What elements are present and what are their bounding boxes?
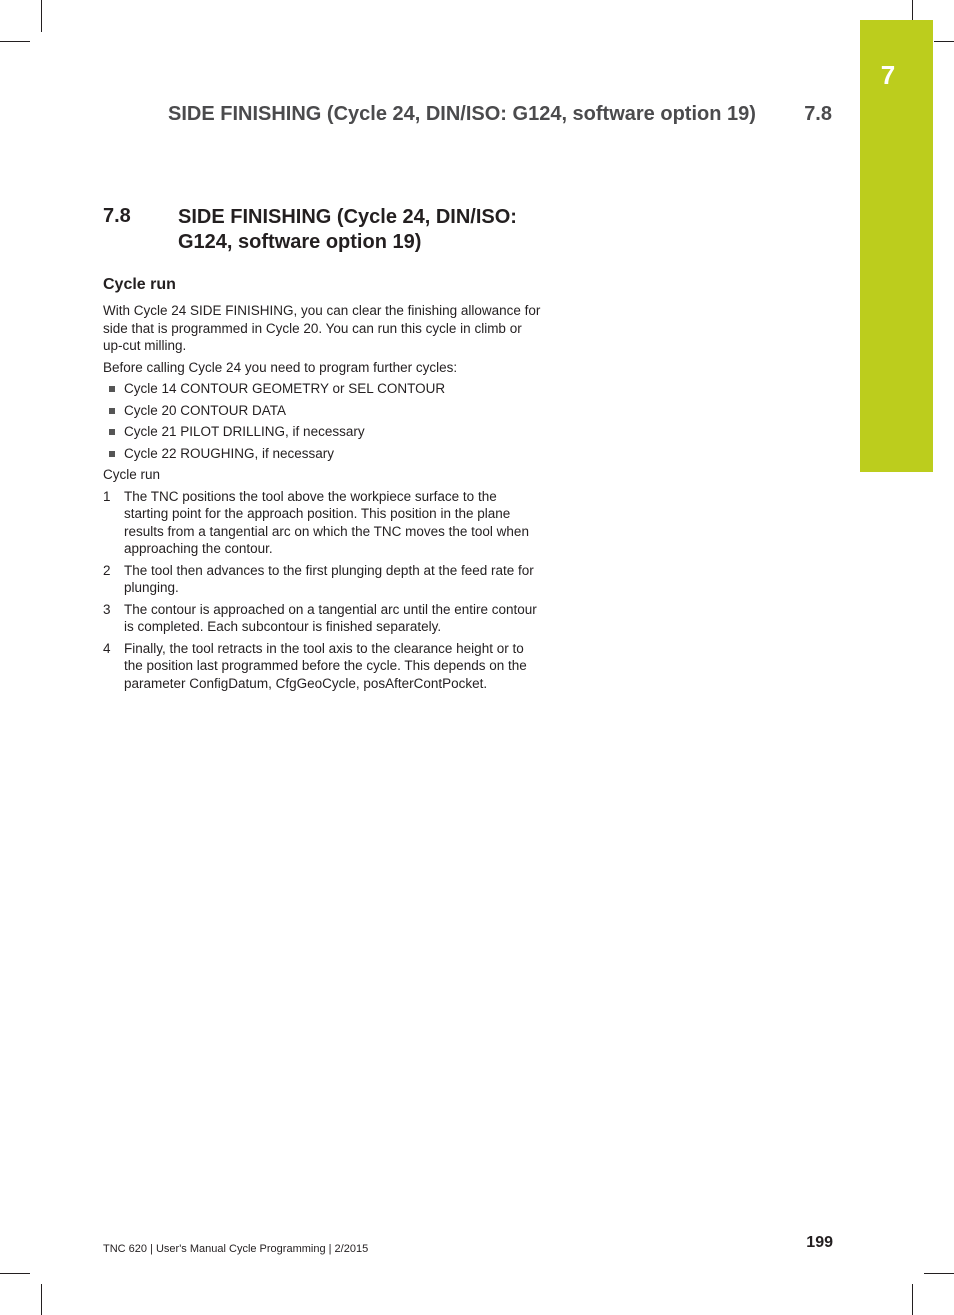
footer bbox=[103, 1234, 833, 1255]
list-item: Cycle 21 PILOT DRILLING, if necessary bbox=[103, 423, 543, 441]
chapter-number: 7 bbox=[880, 60, 896, 90]
crop-mark bbox=[924, 1273, 954, 1274]
body-text bbox=[103, 302, 543, 696]
crop-mark bbox=[0, 1273, 30, 1274]
list-item: 2 The tool then advances to the first plunging depth at the feed rate for plunging. bbox=[103, 562, 534, 595]
before-calling-paragraph: Before calling Cycle 24 you need to program further cycles: bbox=[103, 359, 458, 375]
footer-text: TNC 620 | User's Manual Cycle Programming | 2/2015 bbox=[103, 1243, 369, 1255]
list-item: Cycle 20 CONTOUR DATA bbox=[103, 402, 543, 420]
list-item: Cycle 14 CONTOUR GEOMETRY or SEL CONTOUR bbox=[103, 380, 543, 398]
crop-mark bbox=[41, 0, 42, 32]
bullet-icon bbox=[109, 386, 115, 392]
running-head-section: 7.8 bbox=[804, 103, 832, 125]
list-item: 3 The contour is approached on a tangential arc until the entire contour is completed. Each subcontour is finished separately. bbox=[103, 601, 537, 634]
chapter-tab bbox=[860, 20, 933, 472]
crop-mark bbox=[934, 41, 954, 42]
page-number: 199 bbox=[806, 1234, 833, 1251]
crop-mark bbox=[41, 1284, 42, 1315]
subheading: Cycle run bbox=[103, 276, 176, 293]
cycle-run-label: Cycle run bbox=[103, 467, 161, 482]
running-head bbox=[168, 103, 832, 126]
running-head-title: SIDE FINISHING (Cycle 24, DIN/ISO: G124, software option 19) bbox=[168, 103, 756, 125]
crop-mark bbox=[0, 41, 30, 42]
list-item: Cycle 22 ROUGHING, if necessary bbox=[103, 445, 543, 463]
crop-mark bbox=[912, 1284, 913, 1315]
intro-paragraph: With Cycle 24 SIDE FINISHING, you can clear the finishing allowance for side that is programmed in Cycle 20. You can run this cycle in climb or up-cut milling. bbox=[103, 303, 541, 353]
list-item: 1 The TNC positions the tool above the workpiece surface to the starting point for the approach position. This position in the plane results from a tangential arc on which the TNC moves the tool when approaching the contour. bbox=[103, 488, 529, 556]
bullet-icon bbox=[109, 429, 115, 435]
prerequisite-list bbox=[103, 380, 543, 462]
section-title: SIDE FINISHING (Cycle 24, DIN/ISO: G124, software option 19) bbox=[178, 206, 517, 253]
crop-mark bbox=[912, 0, 913, 20]
bullet-icon bbox=[109, 408, 115, 414]
bullet-icon bbox=[109, 451, 115, 457]
steps-list bbox=[103, 488, 543, 693]
list-item: 4 Finally, the tool retracts in the tool axis to the clearance height or to the position last programmed before the cycle. This depends on the parameter ConfigDatum, CfgGeoCycle, posAfterContPocket. bbox=[103, 640, 527, 691]
section-number: 7.8 bbox=[103, 205, 131, 227]
